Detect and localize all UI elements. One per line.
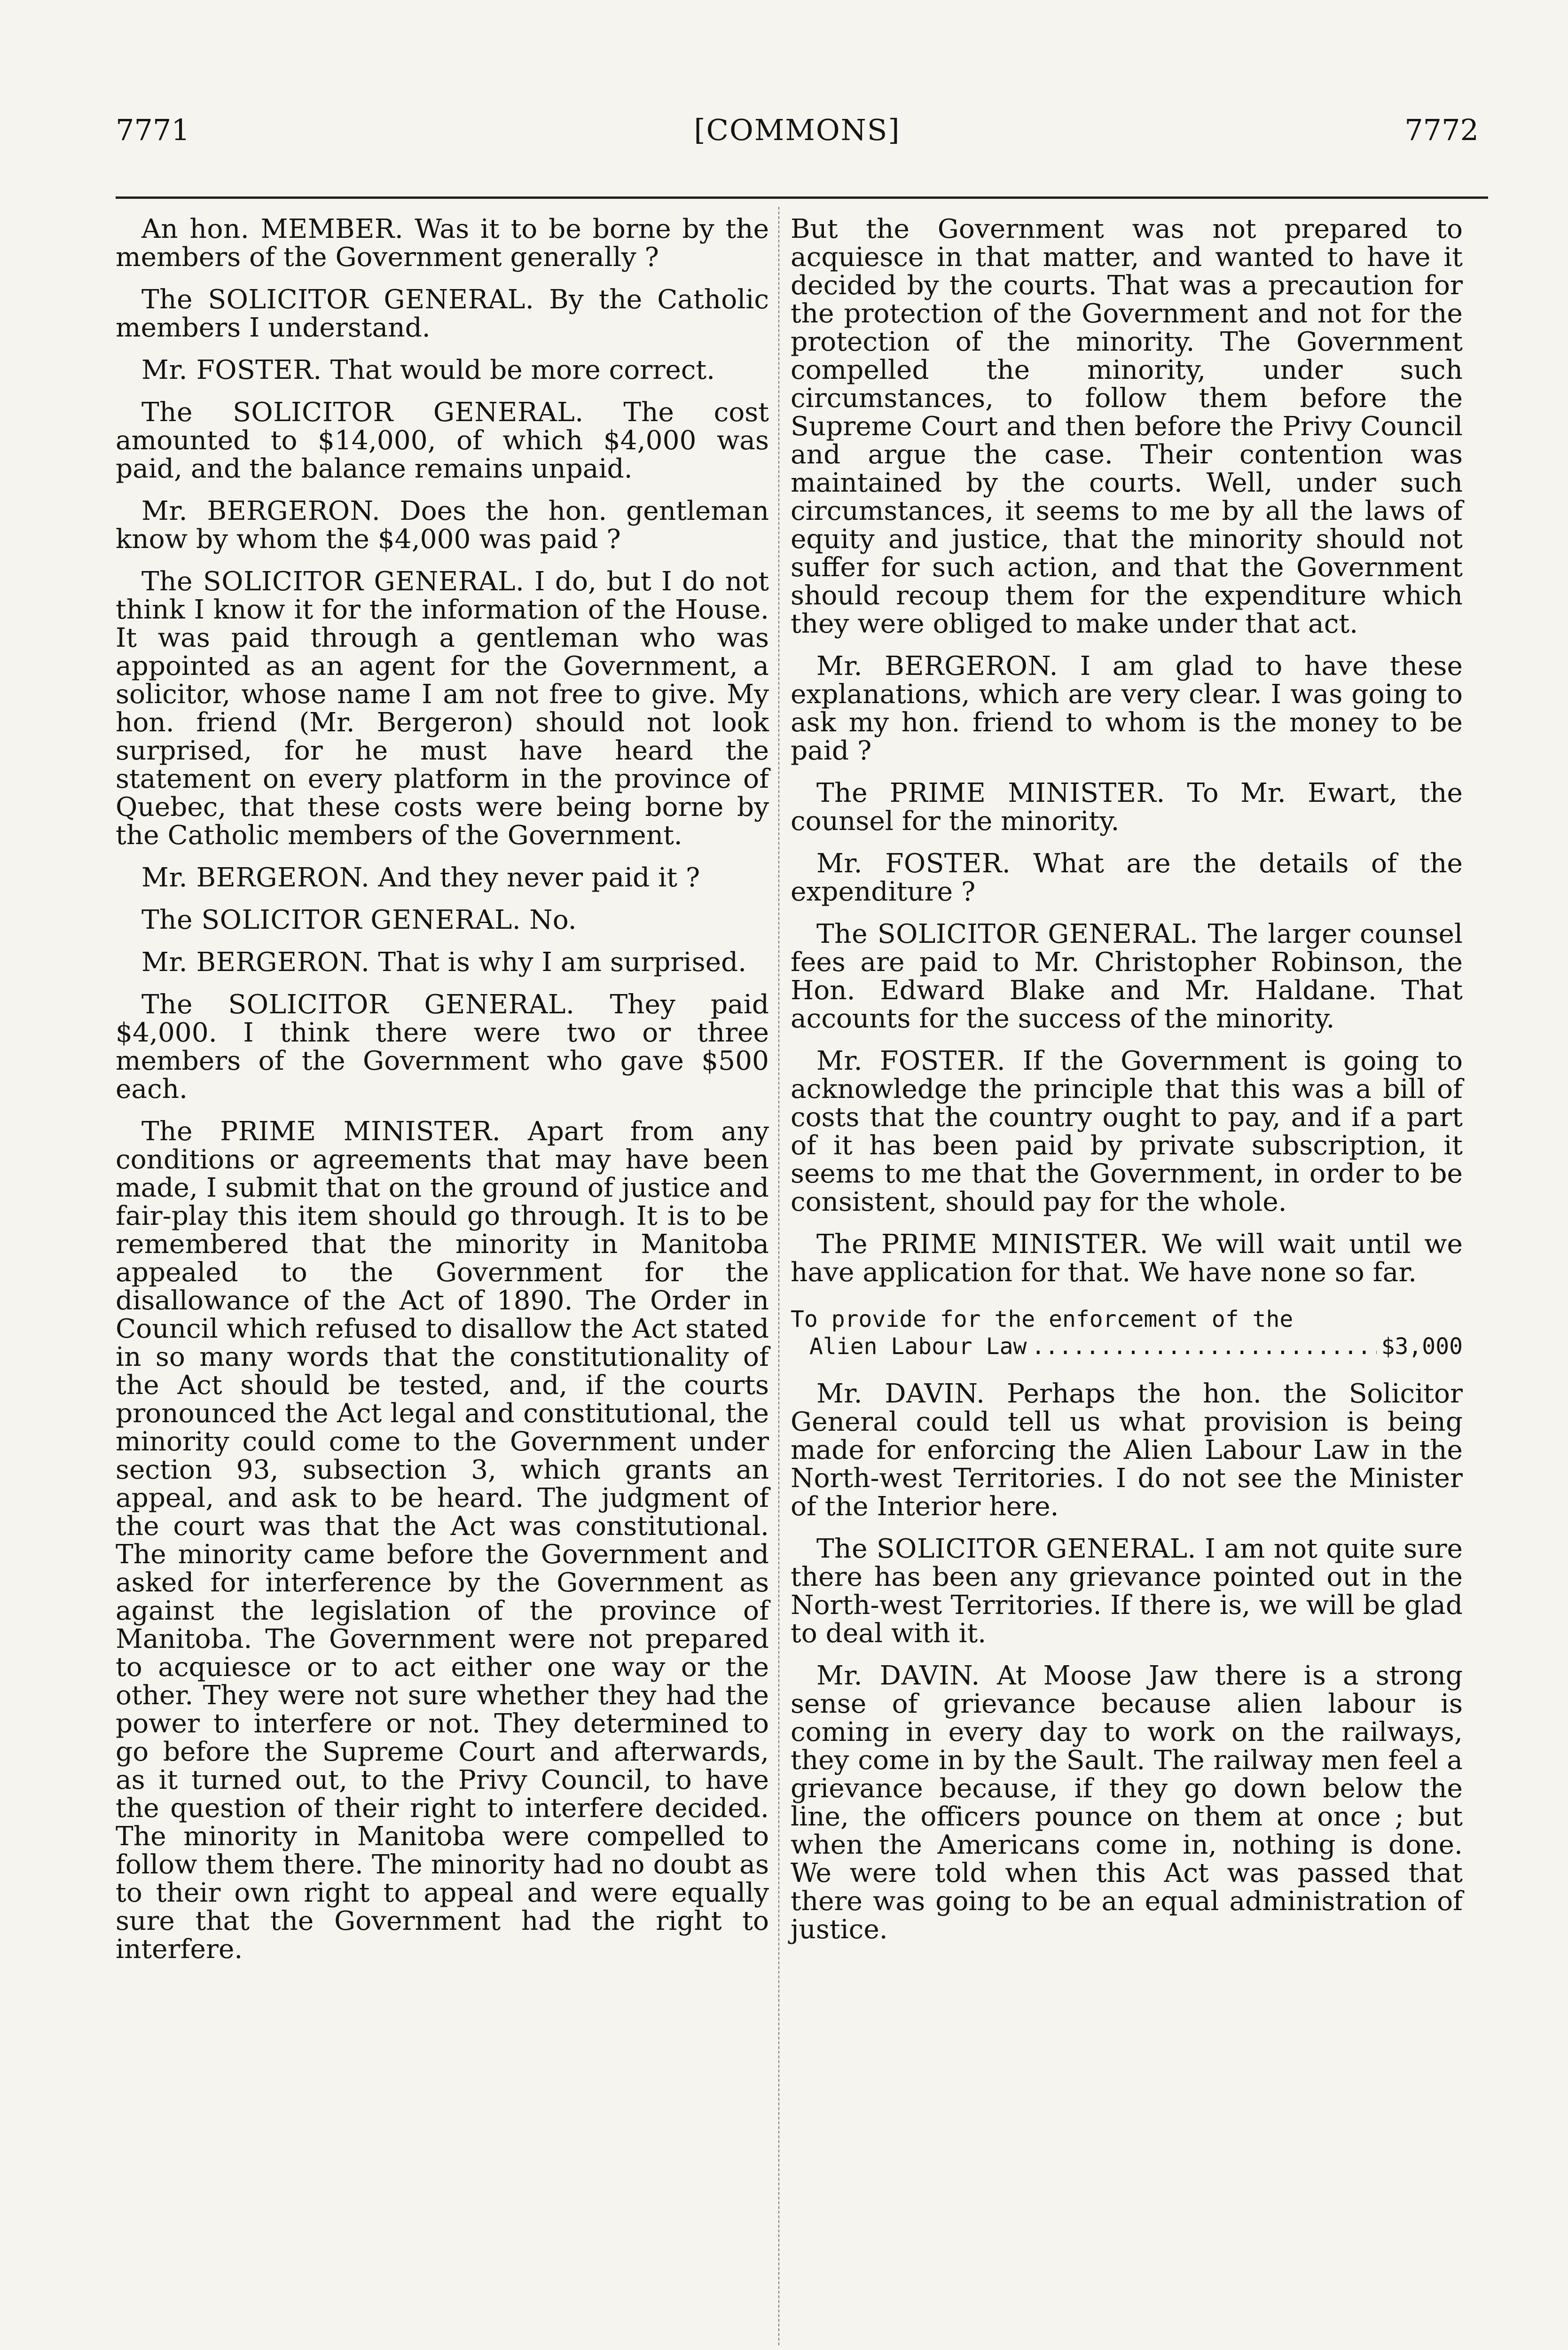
speaker-name: The SOLICITOR GENERAL. (141, 905, 521, 935)
speech-text: To Mr. Ewart, the counsel for the minority. (791, 778, 1463, 837)
left-column (116, 215, 769, 1978)
speech-text: That would be more correct. (330, 355, 715, 385)
speaker-name: The SOLICITOR GENERAL. (141, 284, 534, 315)
speech-text: Apart from any conditions or agreements that may have been made, I submit that on the ground of justice and fair-play this item should go through. It is to be remembered that the minority in Manitoba appealed to the Government for the disallowance of the Act of 1890. The Order in Council which refused to disallow the Act stated in so many words that the constitutionality of the Act should be tested, and, if the courts pronounced the Act legal and constitutional, the minority could come to the Government under section 93, subsection 3, which grants an appeal, and ask to be heard. The judgment of the court was that the Act was constitutional. The minority came before the Government and asked for interference by the Government as against the legislation of the province of Manitoba. The Government were not prepared to acquiesce or to act either one way or the other. They were not sure whether they had the power to interfere or not. They determined to go before the Supreme Court and afterwards, as it turned out, to the Privy Council, to have the question of their right to interfere decided. The minority in Manitoba were compelled to follow them there. The minority had no doubt as to their own right to appeal and were equally sure that the Government had the right to interfere. (116, 1116, 769, 1965)
page-number-left: 7771 (116, 113, 190, 147)
speech-paragraph (116, 356, 769, 384)
speech-paragraph (791, 1380, 1463, 1521)
speaker-name: The SOLICITOR GENERAL. (141, 989, 575, 1020)
speaker-name: Mr. DAVIN. (816, 1661, 980, 1691)
speaker-name: Mr. BERGERON. (816, 651, 1058, 682)
speaker-name: Mr. FOSTER. (816, 848, 1011, 879)
speech-paragraph (116, 991, 769, 1104)
speaker-name: Mr. FOSTER. (816, 1046, 1006, 1076)
speaker-name: Mr. BERGERON. (141, 862, 370, 893)
speech-paragraph (791, 1230, 1463, 1287)
speech-paragraph (116, 1118, 769, 1964)
speech-text: No. (529, 905, 577, 935)
speaker-name: Mr. FOSTER. (141, 355, 322, 385)
speech-text: If the Government is going to acknowledge the principle that this was a bill of costs that the country ought to pay, and if a part of it has been paid by private subscription, it seems to me that the Government, in order to be consistent, should pay for the whole. (791, 1046, 1463, 1217)
speech-text: They paid $4,000. I think there were two or three members of the Government who gave $500 each. (116, 989, 769, 1104)
speech-paragraph (116, 399, 769, 483)
speech-paragraph (791, 1662, 1463, 1944)
speaker-name: The SOLICITOR GENERAL. (141, 566, 525, 597)
page-header (116, 113, 1479, 155)
speech-paragraph (791, 850, 1463, 906)
speech-text: The cost amounted to $14,000, of which $4,000 was paid, and the balance remains unpaid. (116, 397, 769, 484)
estimate-item-amount: $3,000 (1381, 1333, 1463, 1360)
header-rule (116, 196, 1488, 199)
speech-text: What are the details of the expenditure ? (791, 848, 1463, 907)
speech-text: At Moose Jaw there is a strong sense of grievance because alien labour is coming in every day to work on the railways, they come in by the Sault. The railway men feel a grievance because, if they go down below the line, the officers pounce on them at once ; but when the Americans come in, nothing is done. We were told when this Act was passed that there was going to be an equal administration of justice. (791, 1661, 1463, 1945)
speech-text: Does the hon. gentleman know by whom the $4,000 was paid ? (116, 496, 769, 555)
estimate-item-row (791, 1333, 1463, 1360)
speech-paragraph (116, 568, 769, 850)
estimate-item (791, 1306, 1463, 1360)
speaker-name: The SOLICITOR GENERAL. (816, 919, 1199, 949)
estimate-item-line1: To provide for the enforcement of the (791, 1306, 1294, 1332)
continued-speech: But the Government was not prepared to acquiesce in that matter, and wanted to have it decided by the courts. That was a precaution for the protection of the Government and not for the protection of the minority. The Government compelled the minority, under such circumstances, to follow them before the Supreme Court and then before the Privy Council and argue the case. Their contention was maintained by the courts. Well, under such circumstances, it seems to me by all the laws of equity and justice, that the minority should not suffer for such action, and that the Government should recoup them for the expenditure which they were obliged to make under that act. (791, 214, 1463, 639)
speech-paragraph (116, 497, 769, 554)
speech-paragraph (116, 215, 769, 272)
speaker-name: The SOLICITOR GENERAL. (816, 1534, 1197, 1564)
estimate-item-line2: Alien Labour Law (809, 1333, 1027, 1360)
speech-text: The larger counsel fees are paid to Mr. Christopher Robinson, the Hon. Edward Blake and Mr. Haldane. That accounts for the success of the minority. (791, 919, 1463, 1034)
speech-paragraph (791, 779, 1463, 836)
speaker-name: The SOLICITOR GENERAL. (141, 397, 584, 428)
speaker-name: Mr. BERGERON. (141, 947, 370, 978)
speaker-name: The PRIME MINISTER. (141, 1116, 501, 1147)
running-title: [COMMONS] (694, 113, 901, 147)
speech-paragraph (791, 1535, 1463, 1648)
speaker-name: Mr. DAVIN. (816, 1379, 985, 1409)
speaker-name: The PRIME MINISTER. (816, 778, 1165, 808)
speech-paragraph (791, 1047, 1463, 1216)
speaker-name: Mr. BERGERON. (141, 496, 381, 526)
speech-paragraph (116, 906, 769, 934)
speech-paragraph (116, 864, 769, 892)
speech-text: That is why I am surprised. (378, 947, 747, 978)
speech-text: Perhaps the hon. the Solicitor General could tell us what provision is being made for enforcing the Alien Labour Law in the North-west Territories. I do not see the Minister of the Interior here. (791, 1379, 1463, 1522)
speech-text: We will wait until we have application for that. We have none so far. (791, 1229, 1463, 1288)
speaker-name: The PRIME MINISTER. (816, 1229, 1149, 1260)
speech-paragraph (116, 948, 769, 977)
speech-text: I am glad to have these explanations, which are very clear. I was going to ask my hon. friend to whom is the money to be paid ? (791, 651, 1463, 766)
right-column (791, 215, 1463, 1958)
leader-dots (1031, 1333, 1376, 1360)
speech-text: By the Catholic members I understand. (116, 284, 769, 343)
speech-paragraph (116, 286, 769, 342)
speaker-name: An hon. MEMBER. (141, 214, 404, 244)
page-number-right: 7772 (1404, 113, 1479, 147)
speech-paragraph (791, 652, 1463, 765)
speech-text: And they never paid it ? (378, 862, 700, 893)
speech-paragraph (791, 920, 1463, 1033)
speech-text: Was it to be borne by the members of the Government generally ? (116, 214, 769, 273)
speech-text: I am not quite sure there has been any grievance pointed out in the North-west Territories. If there is, we will be glad to deal with it. (791, 1534, 1463, 1649)
column-divider (778, 207, 779, 2345)
speech-text: I do, but I do not think I know it for the information of the House. It was paid through a gentleman who was appointed as an agent for the Government, a solicitor, whose name I am not free to give. My hon. friend (Mr. Bergeron) should not look surprised, for he must have heard the statement on every platform in the province of Quebec, that these costs were being borne by the Catholic members of the Government. (116, 566, 769, 851)
